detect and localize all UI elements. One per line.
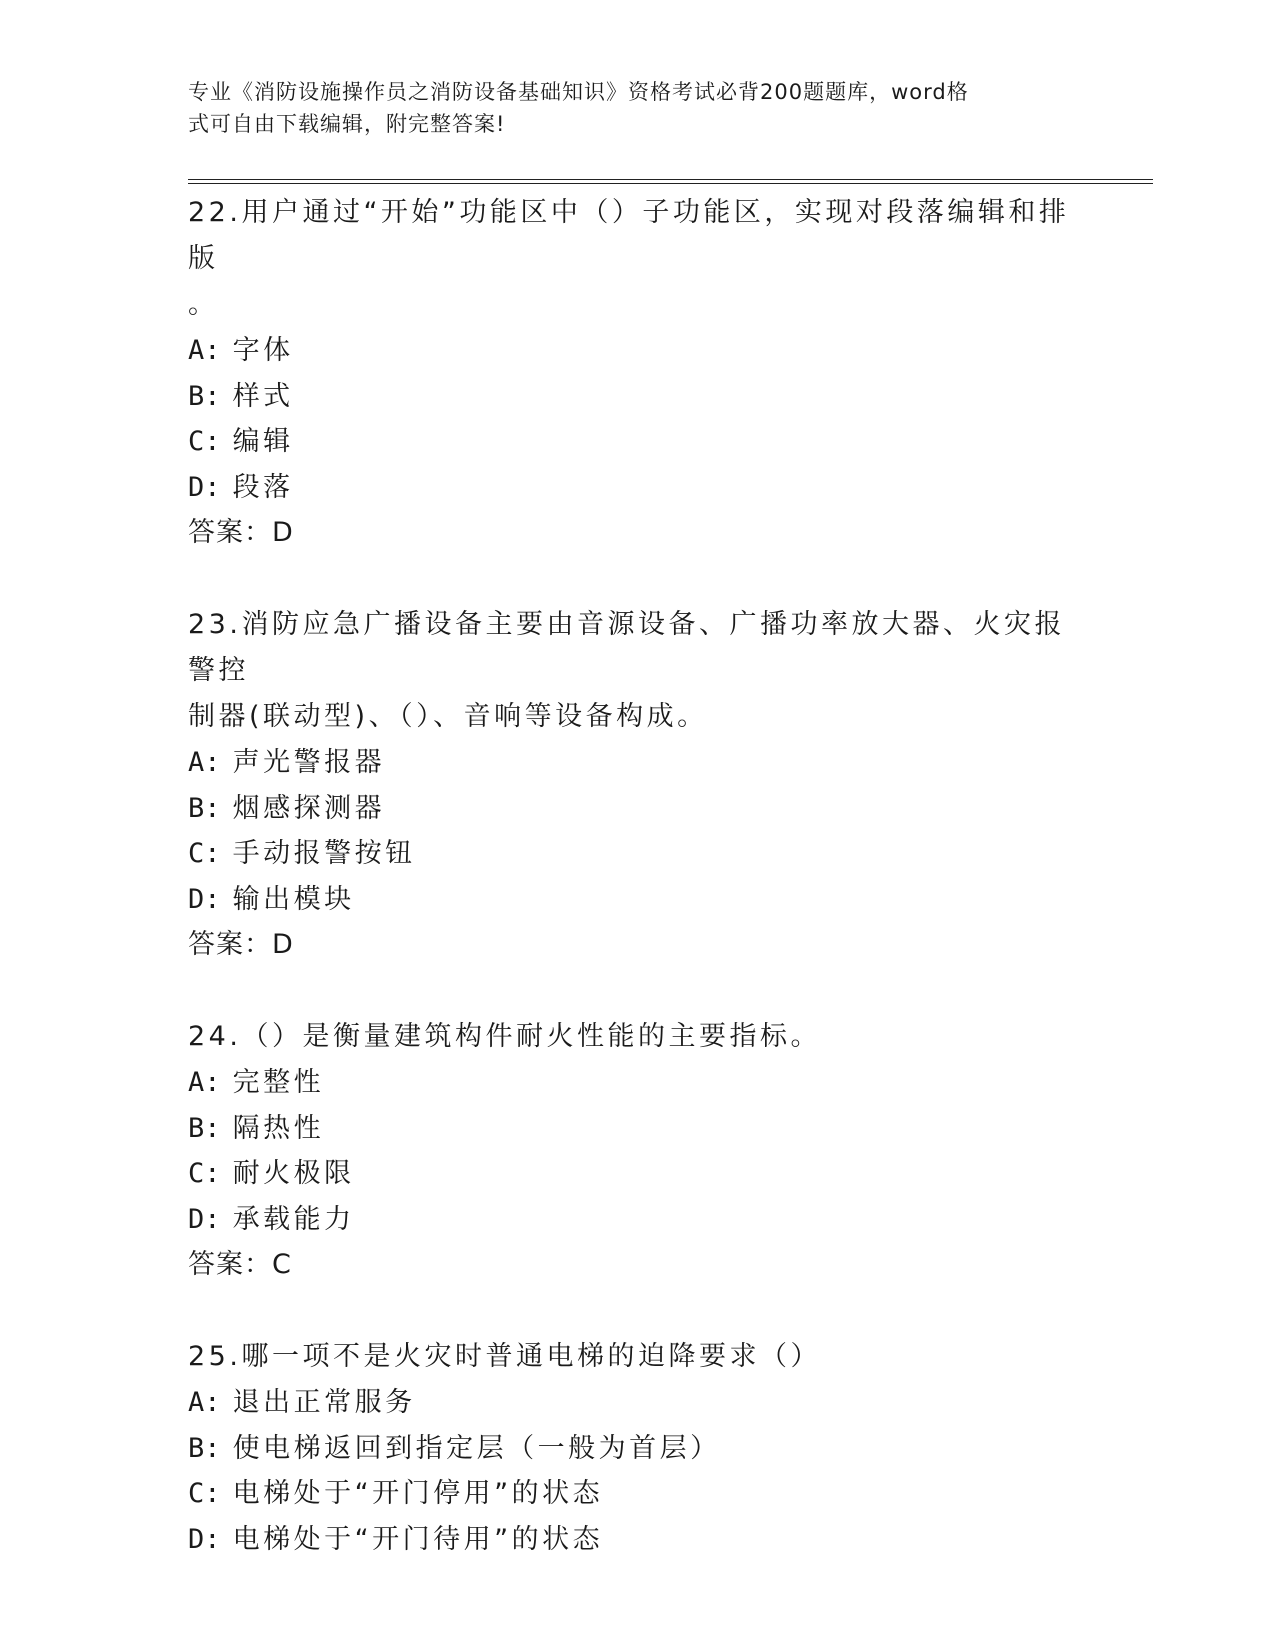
option-text: 隔热性 <box>232 1112 325 1144</box>
option-d <box>188 1197 1088 1243</box>
question-list <box>188 190 1088 1608</box>
option-key: C: <box>188 1158 221 1189</box>
option-b <box>188 786 1088 832</box>
option-d <box>188 1517 1088 1563</box>
stem-line-2: 制器(联动型)、（）、音响等设备构成。 <box>188 701 708 732</box>
option-text: 段落 <box>232 471 294 503</box>
option-c <box>188 419 1088 465</box>
answer-line: 答案：C <box>188 1249 292 1280</box>
option-c <box>188 831 1088 877</box>
option-key: D: <box>188 883 221 915</box>
option-b <box>188 1106 1088 1152</box>
option-text: 编辑 <box>232 426 294 457</box>
question-24 <box>188 1014 1088 1288</box>
stem-line-1: 22.用户通过“开始”功能区中（）子功能区，实现对段落编辑和排版 <box>188 197 1070 274</box>
option-b <box>188 1426 1088 1472</box>
option-key: C: <box>188 1478 221 1509</box>
option-key: A: <box>188 335 221 366</box>
option-a <box>188 1060 1088 1106</box>
option-text: 退出正常服务 <box>232 1387 416 1418</box>
option-text: 电梯处于“开门待用”的状态 <box>232 1523 604 1555</box>
option-key: B: <box>188 1112 221 1144</box>
option-a <box>188 740 1088 786</box>
header-line-1: 专业《消防设施操作员之消防设备基础知识》资格考试必背200题题库，word格 <box>188 80 969 104</box>
option-key: D: <box>188 471 221 503</box>
stem-line-1: 24.（）是衡量建筑构件耐火性能的主要指标。 <box>188 1021 821 1052</box>
option-key: D: <box>188 1203 221 1235</box>
question-25 <box>188 1334 1088 1562</box>
header-divider-bottom <box>188 183 1153 184</box>
option-key: C: <box>188 426 221 457</box>
stem-line-1: 25.哪一项不是火灾时普通电梯的迫降要求（） <box>188 1341 821 1372</box>
answer-line: 答案：D <box>188 929 294 960</box>
option-key: B: <box>188 1432 221 1464</box>
option-text: 使电梯返回到指定层（一般为首层） <box>232 1432 721 1464</box>
option-text: 电梯处于“开门停用”的状态 <box>232 1478 604 1509</box>
question-stem <box>188 1334 1088 1380</box>
option-text: 承载能力 <box>232 1203 355 1235</box>
question-stem <box>188 190 1088 328</box>
option-text: 完整性 <box>232 1067 325 1098</box>
option-a <box>188 1380 1088 1426</box>
document-header <box>188 76 1068 140</box>
stem-line-1: 23.消防应急广播设备主要由音源设备、广播功率放大器、火灾报警控 <box>188 609 1065 686</box>
header-line-2: 式可自由下载编辑，附完整答案! <box>188 112 506 136</box>
stem-line-2: 。 <box>188 289 219 320</box>
option-c <box>188 1471 1088 1517</box>
answer-line: 答案：D <box>188 517 294 548</box>
question-stem <box>188 1014 1088 1060</box>
option-key: B: <box>188 380 221 412</box>
option-text: 耐火极限 <box>232 1158 355 1189</box>
question-22 <box>188 190 1088 556</box>
question-23 <box>188 602 1088 968</box>
option-d <box>188 877 1088 923</box>
question-stem <box>188 602 1088 740</box>
option-d <box>188 465 1088 511</box>
option-text: 声光警报器 <box>232 747 386 778</box>
header-divider-top <box>188 179 1153 180</box>
option-text: 输出模块 <box>232 883 355 915</box>
option-c <box>188 1151 1088 1197</box>
option-key: D: <box>188 1523 221 1555</box>
option-key: C: <box>188 838 221 869</box>
option-key: B: <box>188 792 221 824</box>
option-key: A: <box>188 747 221 778</box>
option-text: 烟感探测器 <box>232 792 386 824</box>
option-b <box>188 374 1088 420</box>
option-text: 样式 <box>232 380 294 412</box>
option-a <box>188 328 1088 374</box>
option-text: 手动报警按钮 <box>232 838 416 869</box>
option-text: 字体 <box>232 335 294 366</box>
option-key: A: <box>188 1387 221 1418</box>
option-key: A: <box>188 1067 221 1098</box>
